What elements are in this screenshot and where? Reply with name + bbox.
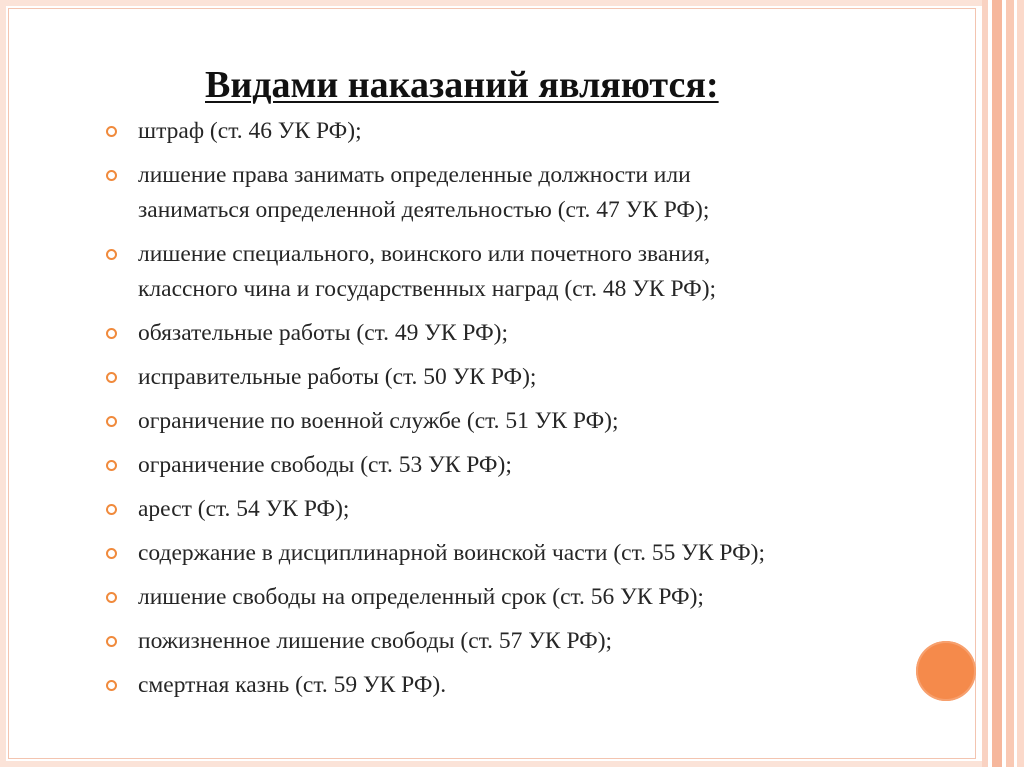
list-item-text: штраф (ст. 46 УК РФ); bbox=[138, 118, 362, 144]
stripe bbox=[992, 0, 1002, 767]
list-item bbox=[100, 158, 920, 228]
list-item-text: исправительные работы (ст. 50 УК РФ); bbox=[138, 364, 537, 390]
list-item bbox=[100, 448, 920, 483]
punishment-list bbox=[100, 114, 920, 712]
list-item-text: лишение права занимать определенные должности или bbox=[138, 162, 691, 188]
list-item-text: классного чина и государственных наград (ст. 48 УК РФ); bbox=[138, 276, 717, 302]
list-item-text: смертная казнь (ст. 59 УК РФ). bbox=[138, 672, 447, 698]
list-item bbox=[100, 114, 920, 149]
list-item bbox=[100, 624, 920, 659]
list-item-text: заниматься определенной деятельностью (ст. 47 УК РФ); bbox=[138, 197, 710, 223]
bullet-circle-icon bbox=[106, 592, 117, 603]
list-item bbox=[100, 404, 920, 439]
stripe bbox=[1006, 0, 1014, 767]
list-item-text: пожизненное лишение свободы (ст. 57 УК РФ); bbox=[138, 628, 613, 654]
bullet-circle-icon bbox=[106, 680, 117, 691]
bullet-circle-icon bbox=[106, 372, 117, 383]
list-item bbox=[100, 316, 920, 351]
stripe bbox=[1017, 0, 1024, 767]
list-item-text: лишение специального, воинского или почетного звания, bbox=[138, 241, 711, 267]
slide-title: Видами наказаний являются: bbox=[205, 64, 719, 106]
list-item-text: обязательные работы (ст. 49 УК РФ); bbox=[138, 320, 509, 346]
list-item bbox=[100, 237, 920, 307]
list-item-text: арест (ст. 54 УК РФ); bbox=[138, 496, 350, 522]
list-item-text: содержание в дисциплинарной воинской части (ст. 55 УК РФ); bbox=[138, 540, 766, 566]
bullet-circle-icon bbox=[106, 460, 117, 471]
bullet-circle-icon bbox=[106, 126, 117, 137]
bullet-circle-icon bbox=[106, 504, 117, 515]
list-item-text: ограничение свободы (ст. 53 УК РФ); bbox=[138, 452, 512, 478]
list-item bbox=[100, 492, 920, 527]
bullet-circle-icon bbox=[106, 636, 117, 647]
decorative-circle bbox=[916, 641, 976, 701]
list-item-text: лишение свободы на определенный срок (ст. 56 УК РФ); bbox=[138, 584, 704, 610]
list-item-text: ограничение по военной службе (ст. 51 УК РФ); bbox=[138, 408, 619, 434]
decorative-stripes bbox=[982, 0, 1024, 767]
bullet-circle-icon bbox=[106, 249, 117, 260]
bullet-circle-icon bbox=[106, 548, 117, 559]
bullet-circle-icon bbox=[106, 416, 117, 427]
list-item bbox=[100, 668, 920, 703]
bullet-circle-icon bbox=[106, 328, 117, 339]
bullet-circle-icon bbox=[106, 170, 117, 181]
list-item bbox=[100, 536, 920, 571]
list-item bbox=[100, 360, 920, 395]
list-item bbox=[100, 580, 920, 615]
